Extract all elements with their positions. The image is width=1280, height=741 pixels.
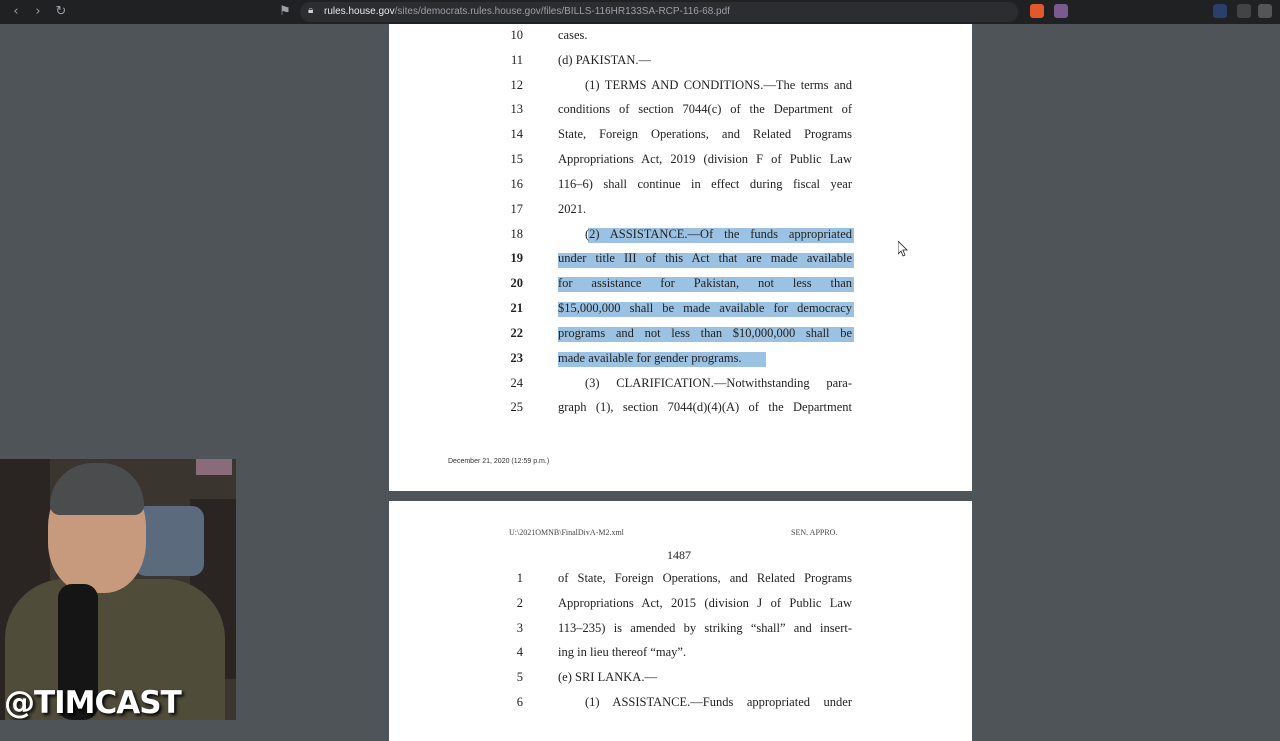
line-18: [389, 225, 972, 247]
line-text[interactable]: Appropriations Act, 2019 (division F of Public Law: [558, 152, 852, 166]
line-number: 11: [510, 53, 523, 67]
line-number: 17: [510, 202, 523, 216]
mouse-cursor-icon: [898, 241, 908, 257]
line-number: 16: [510, 177, 523, 191]
line-number: 2: [516, 596, 523, 610]
line-text[interactable]: ing in lieu thereof “may”.: [558, 645, 687, 659]
page-header-file: U:\2021OMNB\FinalDivA-M2.xml: [509, 528, 624, 537]
webcam-overlay: [0, 459, 236, 720]
extension-icon-2[interactable]: [1237, 4, 1251, 18]
menu-icon[interactable]: [1258, 4, 1272, 18]
line-text[interactable]: made available for gender programs.: [558, 351, 742, 365]
line-number: 25: [510, 400, 523, 414]
line-text[interactable]: $15,000,000 shall be made available for democracy: [558, 301, 852, 315]
reload-icon[interactable]: ↻: [55, 4, 67, 19]
line-number: 6: [516, 695, 523, 709]
line-text[interactable]: programs and not less than $10,000,000 shall be: [558, 326, 852, 340]
line-21: [389, 299, 972, 321]
line-6: [389, 693, 972, 715]
beanie: [50, 463, 144, 515]
line-number: 5: [516, 670, 523, 684]
bookmark-icon[interactable]: ⚑: [279, 4, 291, 19]
line-number: 10: [510, 28, 523, 42]
page-header-committee: SEN. APPRO.: [791, 528, 838, 537]
line-3: [389, 619, 972, 641]
url-path: /sites/democrats.rules.house.gov/files/BILLS-116HR133SA-RCP-116-68.pdf: [394, 6, 730, 17]
line-text[interactable]: for assistance for Pakistan, not less than: [558, 276, 852, 290]
line-24: [389, 374, 972, 396]
line-number: 14: [510, 127, 523, 141]
extension-icon[interactable]: [1213, 4, 1227, 18]
line-text[interactable]: 116–6) shall continue in effect during fiscal year: [558, 177, 852, 191]
line-20: [389, 274, 972, 296]
line-number: 21: [510, 301, 523, 315]
line-number: 19: [510, 251, 523, 265]
line-text[interactable]: graph (1), section 7044(d)(4)(A) of the Department: [558, 400, 852, 414]
line-number: 20: [510, 276, 523, 290]
back-icon[interactable]: ‹: [13, 4, 19, 19]
brave-shield-icon[interactable]: [1030, 4, 1044, 18]
line-text[interactable]: (1) ASSISTANCE.—Funds appropriated under: [585, 695, 852, 709]
line-23: [389, 349, 972, 371]
line-4: [389, 643, 972, 665]
browser-toolbar: [0, 0, 1280, 24]
forward-icon[interactable]: ›: [35, 4, 41, 19]
line-2: [389, 594, 972, 616]
line-10: [389, 26, 972, 48]
line-text[interactable]: 113–235) is amended by striking “shall” and insert-: [558, 621, 852, 635]
line-text[interactable]: (d) PAKISTAN.—: [558, 53, 651, 67]
line-number: 13: [510, 102, 523, 116]
line-number: 23: [510, 351, 523, 365]
page-number: 1487: [667, 548, 691, 562]
line-number: 12: [510, 78, 523, 92]
lock-icon: 🔒︎: [308, 5, 314, 16]
url-host: rules.house.gov: [324, 6, 395, 17]
line-22: [389, 324, 972, 346]
line-15: [389, 150, 972, 172]
line-number: 15: [510, 152, 523, 166]
line-text[interactable]: (1) TERMS AND CONDITIONS.—The terms and: [585, 78, 852, 92]
line-17: [389, 200, 972, 222]
line-text[interactable]: 2021.: [558, 202, 587, 216]
line-text[interactable]: (3) CLARIFICATION.—Notwithstanding para-: [585, 376, 852, 390]
line-25: [389, 398, 972, 420]
line-14: [389, 125, 972, 147]
line-number: 24: [510, 376, 523, 390]
line-text[interactable]: (2) ASSISTANCE.—Of the funds appropriated: [585, 227, 852, 241]
line-13: [389, 100, 972, 122]
url-text: [324, 6, 730, 17]
streamer-handle: @TIMCAST: [4, 685, 181, 720]
line-number: 18: [510, 227, 523, 241]
line-16: [389, 175, 972, 197]
page-footer-date: December 21, 2020 (12:59 p.m.): [448, 458, 550, 465]
line-1: [389, 569, 972, 591]
wall-poster: [196, 459, 232, 475]
line-text[interactable]: State, Foreign Operations, and Related Programs: [558, 127, 852, 141]
address-bar[interactable]: [300, 2, 1018, 22]
line-19: [389, 249, 972, 271]
line-5: [389, 668, 972, 690]
line-text[interactable]: of State, Foreign Operations, and Related Programs: [558, 571, 852, 585]
pdf-page: [389, 501, 972, 741]
line-text[interactable]: (e) SRI LANKA.—: [558, 670, 657, 684]
line-number: 3: [516, 621, 523, 635]
line-number: 4: [516, 645, 523, 659]
line-text[interactable]: cases.: [558, 28, 588, 42]
line-12: [389, 76, 972, 98]
line-number: 22: [510, 326, 523, 340]
rewards-icon[interactable]: [1054, 4, 1068, 18]
line-11: [389, 51, 972, 73]
line-text[interactable]: Appropriations Act, 2015 (division J of Public Law: [558, 596, 852, 610]
line-text[interactable]: under title III of this Act that are made available: [558, 251, 852, 265]
pdf-page: [389, 24, 972, 491]
line-number: 1: [516, 571, 523, 585]
line-text[interactable]: conditions of section 7044(c) of the Department of: [558, 102, 852, 116]
